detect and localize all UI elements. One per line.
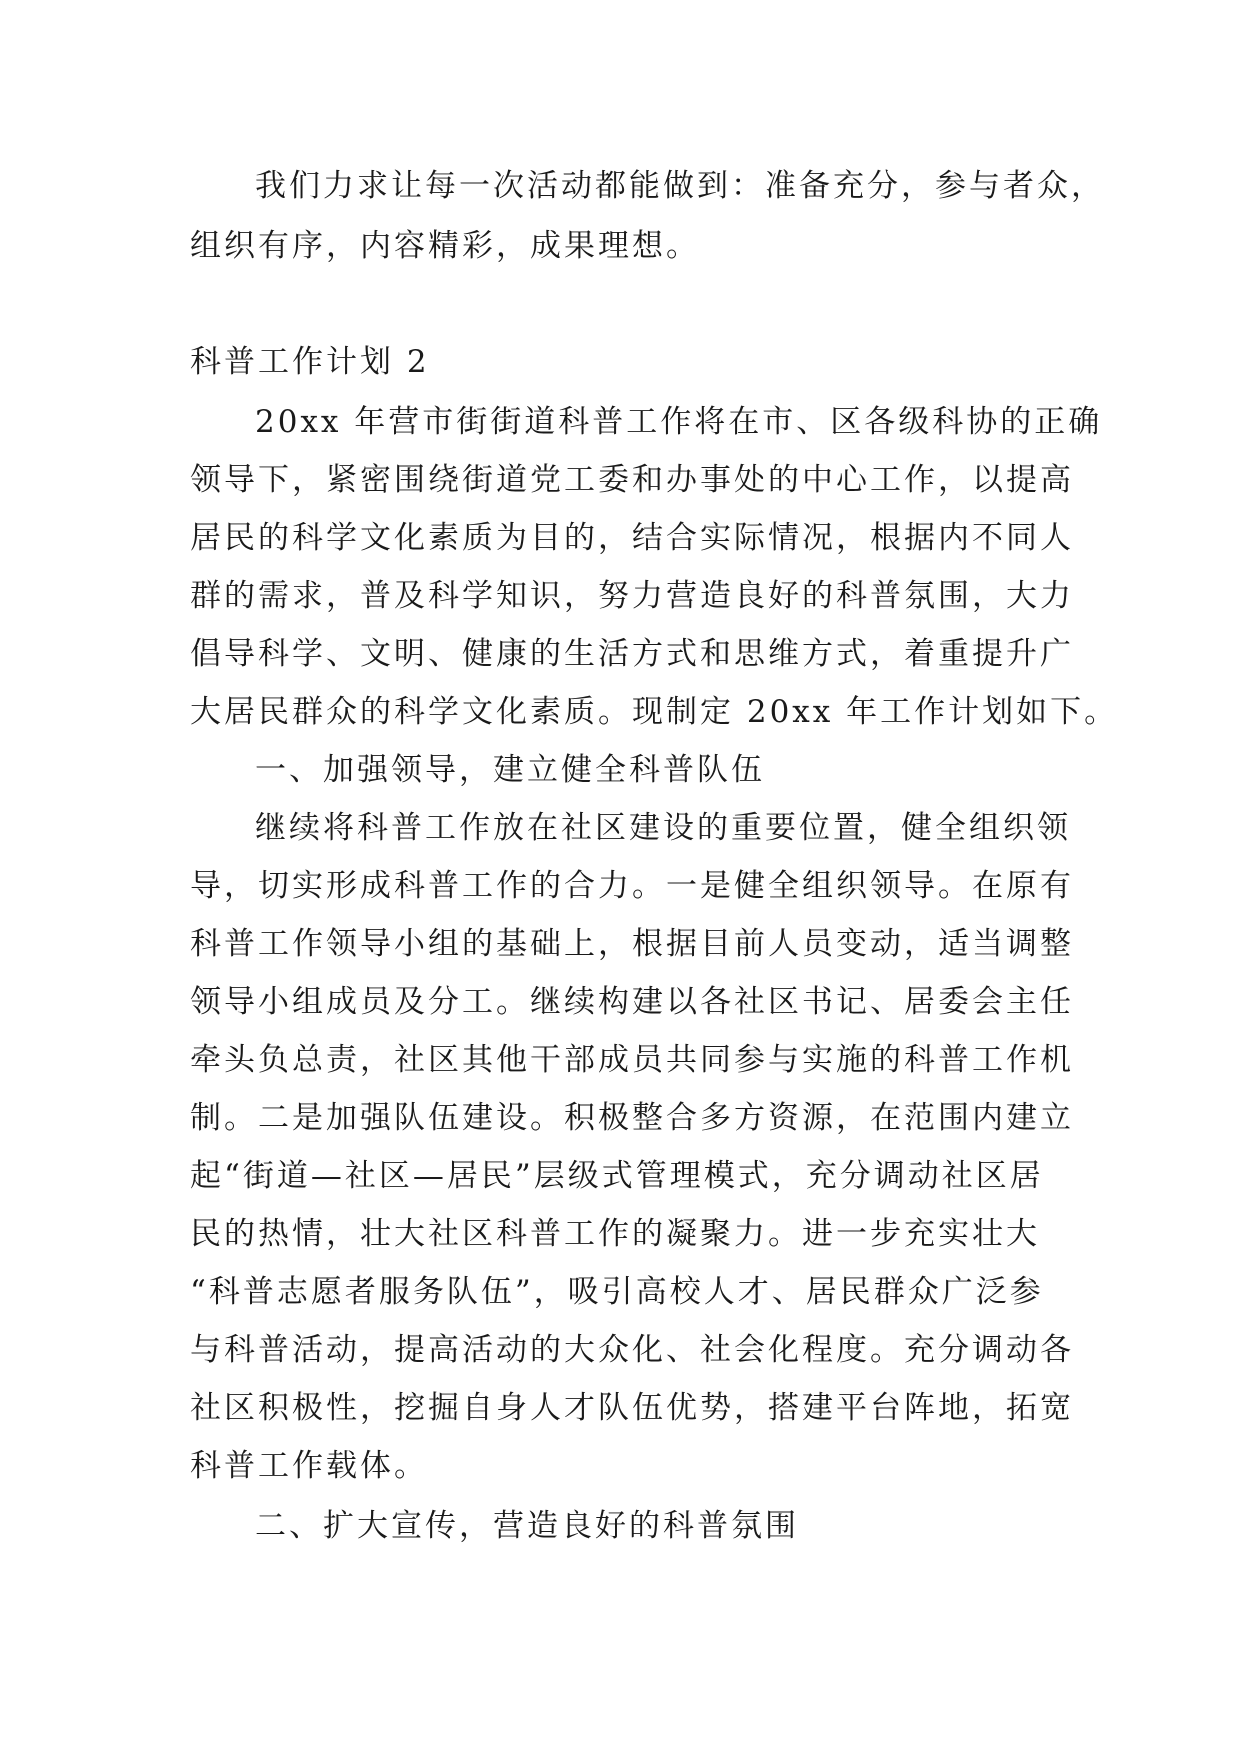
text-line: 科普工作载体。 [190,1448,428,1484]
text-line: 群的需求，普及科学知识，努力营造良好的科普氛围，大力 [190,578,1074,614]
text-line: 20xx 年营市街街道科普工作将在市、区各级科协的正确 [255,404,1103,440]
text-line: “科普志愿者服务队伍”，吸引高校人才、居民群众广泛参 [190,1274,1044,1310]
text-line: 继续将科普工作放在社区建设的重要位置，健全组织领 [255,810,1071,846]
text-line: 我们力求让每一次活动都能做到：准备充分，参与者众， [255,168,1105,204]
text-line: 与科普活动，提高活动的大众化、社会化程度。充分调动各 [190,1332,1074,1368]
text-line: 倡导科学、文明、健康的生活方式和思维方式，着重提升广 [190,636,1074,672]
text-line: 社区积极性，挖掘自身人才队伍优势，搭建平台阵地，拓宽 [190,1390,1074,1426]
text-line: 科普工作领导小组的基础上，根据目前人员变动，适当调整 [190,926,1074,962]
text-line: 制。二是加强队伍建设。积极整合多方资源，在范围内建立 [190,1100,1074,1136]
text-line: 领导下，紧密围绕街道党工委和办事处的中心工作，以提高 [190,462,1074,498]
text-line: 起“街道—社区—居民”层级式管理模式，充分调动社区居 [190,1158,1044,1194]
text-line: 组织有序，内容精彩，成果理想。 [190,228,700,264]
subheading: 一、加强领导，建立健全科普队伍 [255,752,765,788]
section-title: 科普工作计划 2 [190,344,430,380]
text-line: 民的热情，壮大社区科普工作的凝聚力。进一步充实壮大 [190,1216,1040,1252]
text-line: 领导小组成员及分工。继续构建以各社区书记、居委会主任 [190,984,1074,1020]
text-line: 大居民群众的科学文化素质。现制定 20xx 年工作计划如下。 [190,694,1119,730]
text-line: 居民的科学文化素质为目的，结合实际情况，根据内不同人 [190,520,1074,556]
text-line: 导，切实形成科普工作的合力。一是健全组织领导。在原有 [190,868,1074,904]
text-line: 牵头负总责，社区其他干部成员共同参与实施的科普工作机 [190,1042,1074,1078]
subheading: 二、扩大宣传，营造良好的科普氛围 [255,1508,799,1544]
